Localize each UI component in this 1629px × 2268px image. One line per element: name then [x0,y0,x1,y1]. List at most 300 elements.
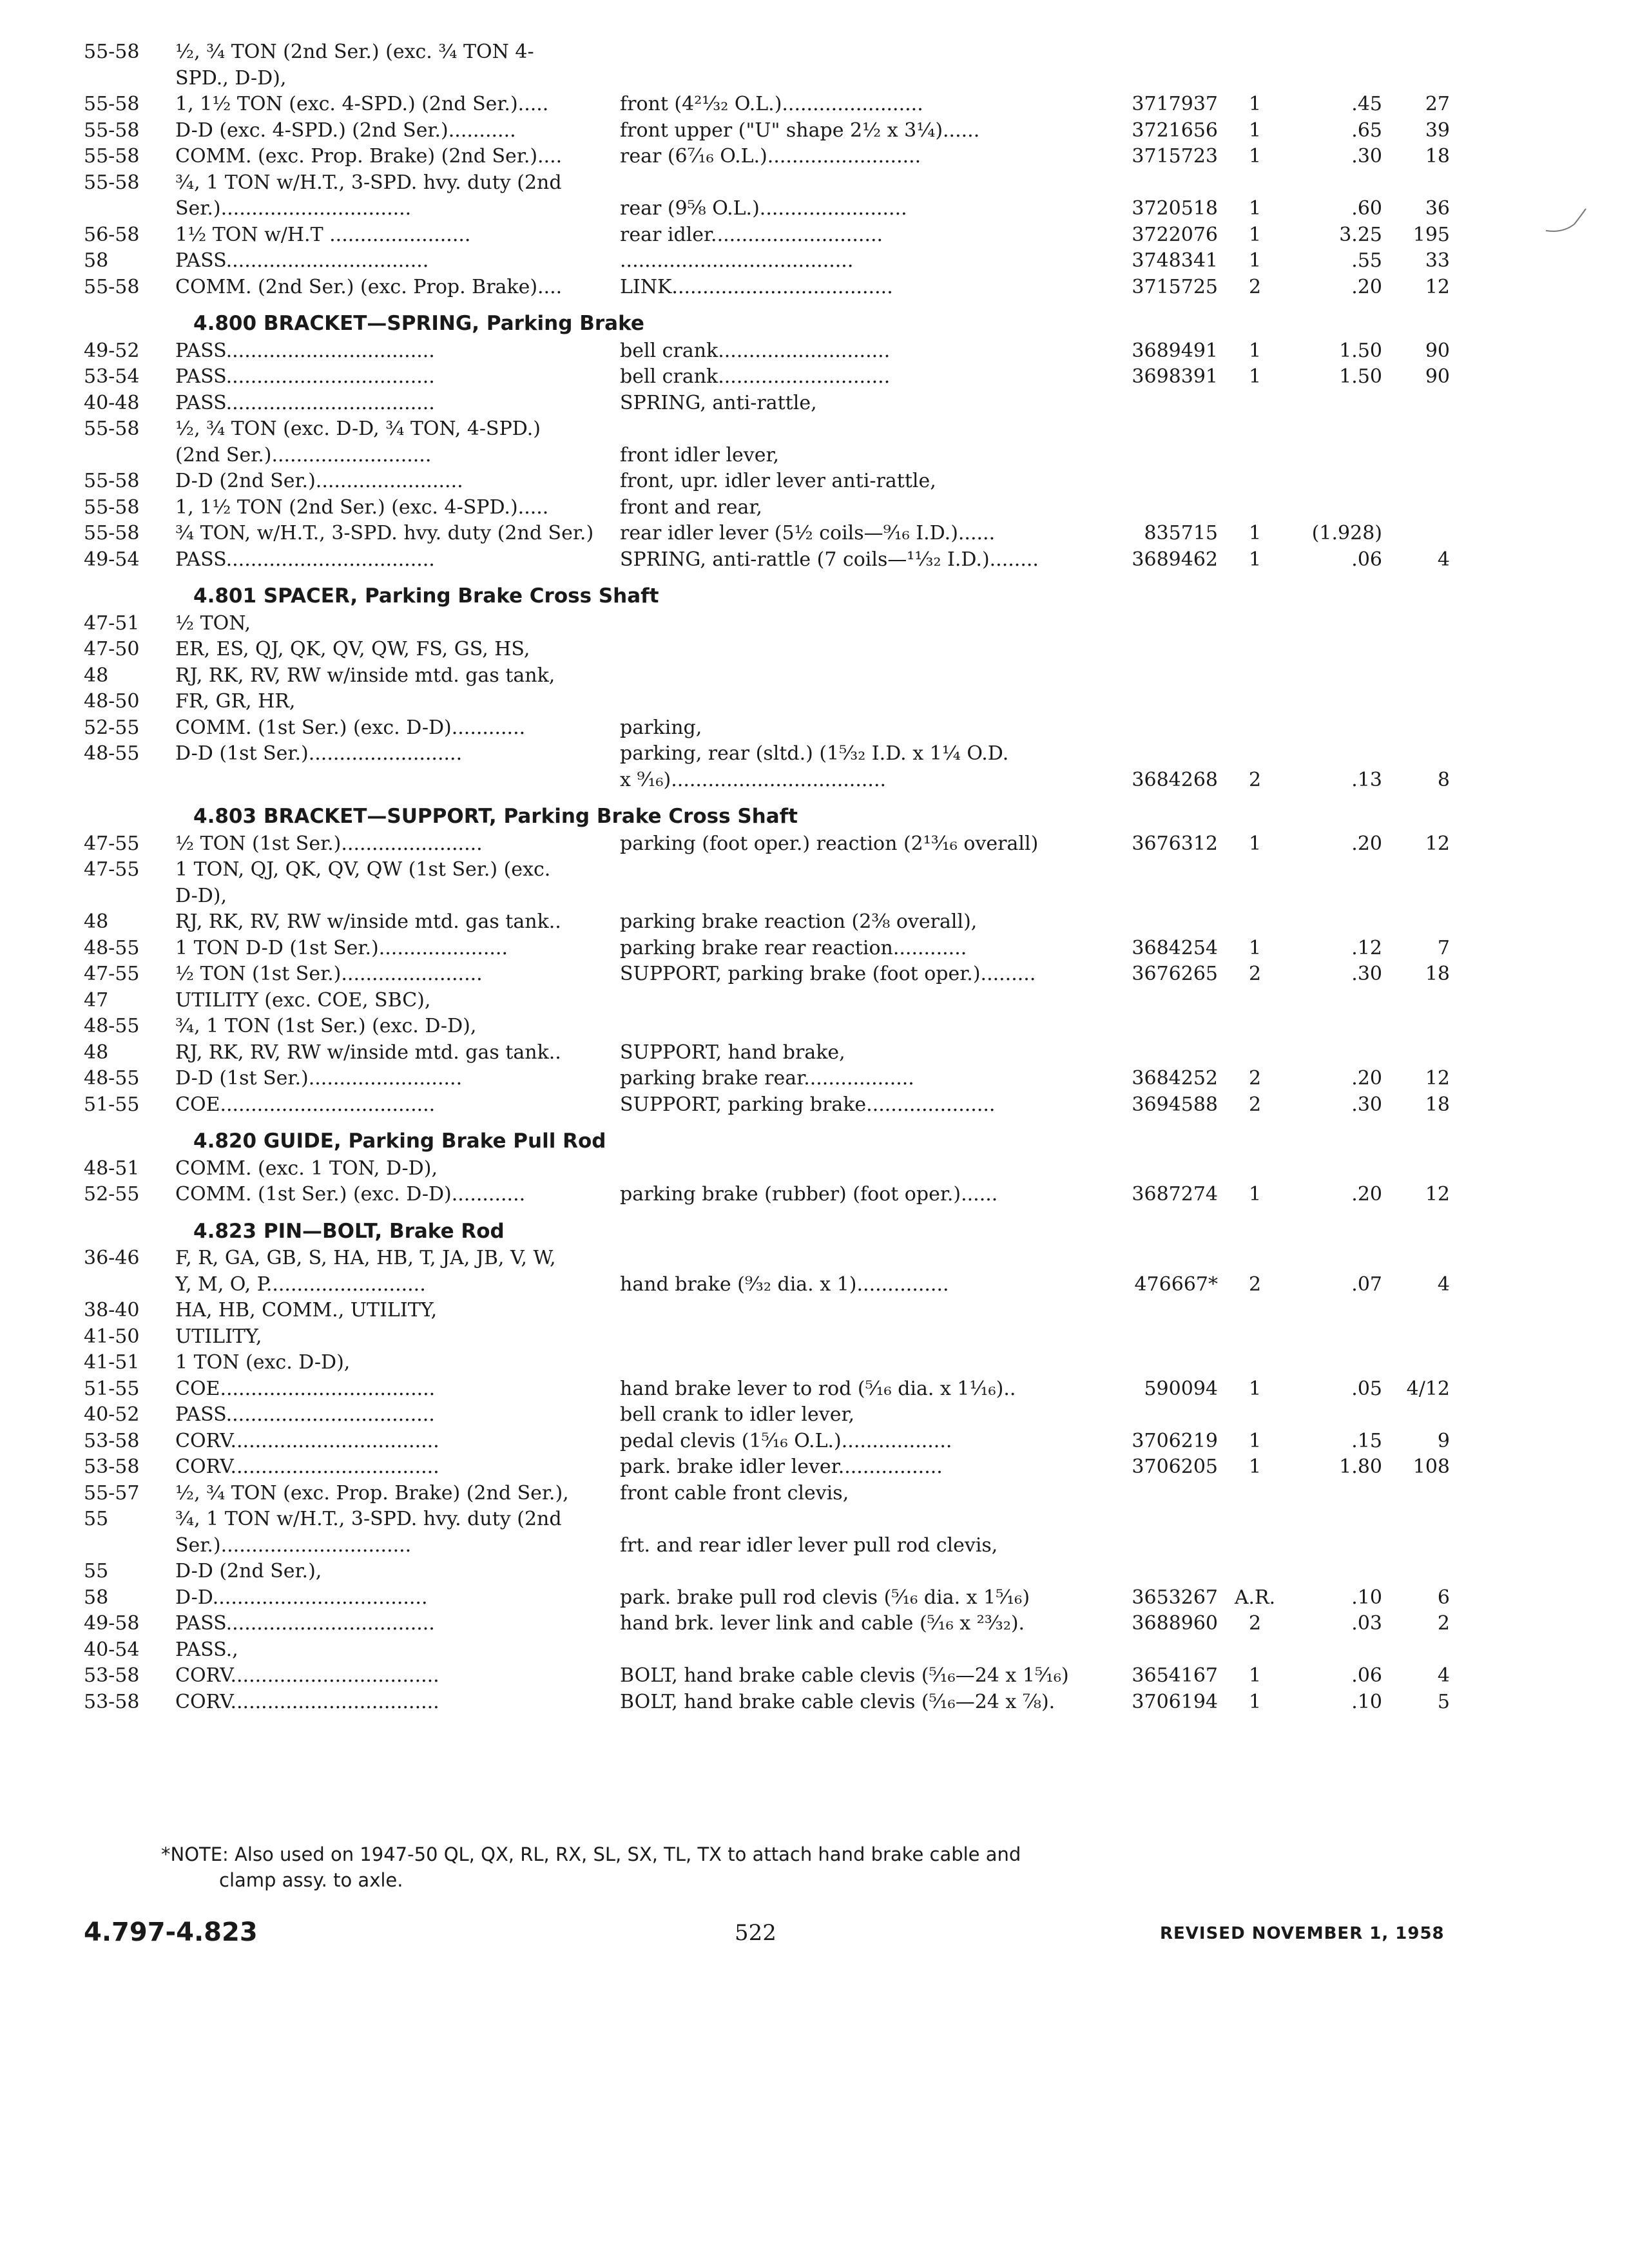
application: D-D (1st Ser.)......................... [175,742,463,765]
parts-row [0,739,1629,769]
quantity: 1 [1248,1690,1262,1713]
model-years: 55 [84,1560,109,1582]
parts-row [0,1609,1629,1639]
parts-row [0,1504,1629,1534]
application: 1½ TON w/H.T ....................... [175,223,471,246]
quantity: 1 [1248,832,1262,855]
weight: 18 [1425,1093,1450,1116]
model-years: 55-57 [84,1481,140,1504]
application: ¾, 1 TON w/H.T., 3-SPD. hvy. duty (2nd [175,171,562,194]
quantity: A.R. [1234,1586,1276,1609]
weight: 12 [1425,1067,1450,1090]
part-number: 3684268 [1132,768,1218,791]
part-description: bell crank............................ [620,365,891,388]
weight: 90 [1425,365,1450,388]
list-price: 1.80 [1339,1456,1382,1478]
model-years: 52-55 [84,716,140,739]
list-price: .06 [1351,1664,1382,1687]
quantity: 1 [1248,522,1262,544]
application: D-D (2nd Ser.)........................ [175,470,463,492]
model-years: 40-54 [84,1638,140,1661]
model-years: 41-51 [84,1351,140,1374]
model-years: 48-50 [84,690,140,713]
list-price: .30 [1351,145,1382,168]
model-years: 48-51 [84,1157,140,1180]
part-description: parking brake rear.................. [620,1067,914,1090]
part-description: front, upr. idler lever anti-rattle, [620,470,936,492]
parts-row [0,220,1629,250]
parts-row [0,829,1629,859]
part-description: front idler lever, [620,443,780,466]
quantity: 1 [1248,365,1262,388]
section-heading: 4.820 GUIDE, Parking Brake Pull Rod [193,1129,606,1153]
parts-row [0,493,1629,523]
page-number: 522 [735,1920,776,1946]
list-price: .55 [1351,249,1382,272]
quantity: 1 [1248,249,1262,272]
weight: 108 [1412,1456,1450,1478]
application: PASS., [175,1638,238,1661]
part-number: 3676312 [1132,832,1218,855]
part-description: parking brake reaction (2⅜ overall), [620,910,978,933]
application: PASS.................................. [175,1403,435,1426]
weight: 12 [1425,832,1450,855]
application: CORV.................................. [175,1456,439,1478]
parts-row [0,1322,1629,1352]
quantity: 2 [1248,275,1262,298]
model-years: 49-58 [84,1612,140,1635]
quantity: 2 [1248,1067,1262,1090]
part-number: 3653267 [1132,1586,1218,1609]
parts-row [0,168,1629,198]
parts-row [0,959,1629,989]
application: (2nd Ser.).......................... [175,443,432,466]
part-description: hand brake (⁹⁄₃₂ dia. x 1)............... [620,1273,949,1296]
application: PASS.................................. [175,548,435,571]
part-number: 3706219 [1132,1429,1218,1452]
model-years: 53-54 [84,365,140,388]
model-years: 55-58 [84,145,140,168]
weight: 2 [1437,1612,1450,1635]
parts-row [0,1452,1629,1482]
list-price: .13 [1351,768,1382,791]
model-years: 40-52 [84,1403,140,1426]
application: RJ, RK, RV, RW w/inside mtd. gas tank.. [175,910,561,933]
weight: 6 [1437,1586,1450,1609]
parts-row [0,336,1629,366]
quantity: 1 [1248,548,1262,571]
weight: 36 [1425,197,1450,220]
application: PASS.................................. [175,1612,435,1635]
list-price: (1.928) [1311,522,1382,544]
application: PASS.................................. [175,365,435,388]
application: COE................................... [175,1377,436,1400]
model-years: 53-58 [84,1664,140,1687]
quantity: 1 [1248,223,1262,246]
list-price: .12 [1351,936,1382,959]
application: CORV.................................. [175,1690,439,1713]
part-description: park. brake idler lever................. [620,1456,943,1478]
application: ¾, 1 TON w/H.T., 3-SPD. hvy. duty (2nd [175,1508,562,1530]
model-years: 48-55 [84,1067,140,1090]
model-years: 48 [84,664,109,687]
part-number: 3706194 [1132,1690,1218,1713]
parts-row [0,765,1629,795]
model-years: 55-58 [84,470,140,492]
list-price: .20 [1351,1183,1382,1206]
model-years: 49-52 [84,339,140,362]
weight: 4 [1437,1664,1450,1687]
parts-row [0,1557,1629,1586]
list-price: .07 [1351,1273,1382,1296]
model-years: 36-46 [84,1247,140,1269]
part-description: frt. and rear idler lever pull rod clevis, [620,1533,998,1557]
part-number: 3654167 [1132,1664,1218,1687]
quantity: 1 [1248,1664,1262,1687]
application: D-D), [175,884,227,907]
parts-row [0,855,1629,885]
section-heading: 4.801 SPACER, Parking Brake Cross Shaft [193,584,659,608]
model-years: 52-55 [84,1183,140,1206]
application: ½, ¾ TON (exc. Prop. Brake) (2nd Ser.), [175,1481,569,1504]
list-price: .45 [1351,93,1382,115]
part-description: park. brake pull rod clevis (⁵⁄₁₆ dia. x 1⁵⁄₁₆) [620,1586,1030,1609]
model-years: 47 [84,988,109,1012]
application: ½, ¾ TON (2nd Ser.) (exc. ¾ TON 4- [175,41,534,63]
application: SPD., D-D), [175,66,287,90]
parts-row [0,1687,1629,1717]
model-years: 40-48 [84,391,140,414]
list-price: .20 [1351,1067,1382,1090]
model-years: 55-58 [84,522,140,544]
model-years: 48-55 [84,1015,140,1037]
quantity: 2 [1248,1093,1262,1116]
part-description: rear (9⅝ O.L.)........................ [620,197,907,220]
model-years: 51-55 [84,1093,140,1116]
model-years: 55-58 [84,41,140,63]
application: ½ TON, [175,611,251,635]
weight: 18 [1425,145,1450,168]
weight: 27 [1425,93,1450,115]
list-price: .20 [1351,275,1382,298]
part-number: 3684254 [1132,936,1218,959]
application: UTILITY (exc. COE, SBC), [175,988,431,1012]
parts-row [0,1154,1629,1184]
part-description: bell crank to idler lever, [620,1403,855,1426]
list-price: 1.50 [1339,339,1382,362]
part-description: front upper ("U" shape 2½ x 3¼)...... [620,119,980,142]
model-years: 53-58 [84,1456,140,1478]
parts-row [0,362,1629,392]
part-number: 3689462 [1132,548,1218,571]
weight: 9 [1437,1429,1450,1452]
part-number: 3720518 [1132,197,1218,220]
part-description: SPRING, anti-rattle, [620,391,817,414]
part-description: ...................................... [620,249,854,272]
parts-row [0,934,1629,963]
part-number: 3715725 [1132,275,1218,298]
part-description: front (4²¹⁄₃₂ O.L.)....................... [620,93,923,115]
application: ½ TON (1st Ser.)....................... [175,963,483,985]
parts-row [0,1661,1629,1691]
model-years: 55-58 [84,119,140,142]
part-number: 3721656 [1132,119,1218,142]
application: Ser.)............................... [175,197,412,220]
model-years: 55-58 [84,495,140,519]
part-description: LINK.................................... [620,275,893,298]
parts-row [0,1090,1629,1120]
parts-row [0,1374,1629,1404]
parts-row [0,609,1629,639]
list-price: .65 [1351,119,1382,142]
quantity: 1 [1248,197,1262,220]
quantity: 1 [1248,1429,1262,1452]
application: Ser.)............................... [175,1533,412,1557]
weight: 7 [1437,936,1450,959]
parts-row [0,1531,1629,1561]
part-description: SUPPORT, parking brake (foot oper.)......... [620,963,1036,985]
parts-row [0,90,1629,119]
application: D-D (1st Ser.)......................... [175,1067,463,1090]
footnote-line-2: clamp assy. to axle. [219,1869,403,1891]
quantity: 1 [1248,339,1262,362]
parts-row [0,1400,1629,1430]
application: 1 TON D-D (1st Ser.)..................... [175,936,508,959]
model-years: 48-55 [84,936,140,959]
part-number: 3722076 [1132,223,1218,246]
part-number: 3748341 [1132,249,1218,272]
parts-row [0,1244,1629,1273]
part-description: parking brake rear reaction............ [620,936,967,959]
weight: 4/12 [1406,1377,1450,1400]
parts-row [0,1348,1629,1378]
weight: 33 [1425,249,1450,272]
model-years: 53-58 [84,1690,140,1713]
parts-row [0,414,1629,444]
application: 1, 1½ TON (2nd Ser.) (exc. 4-SPD.)..... [175,495,549,519]
section-heading: 4.800 BRACKET—SPRING, Parking Brake [193,312,644,335]
weight: 12 [1425,275,1450,298]
application: COMM. (1st Ser.) (exc. D-D)............ [175,1183,526,1206]
parts-row [0,881,1629,911]
model-years: 48-55 [84,742,140,765]
part-number: 3676265 [1132,963,1218,985]
parts-row [0,441,1629,470]
part-description: rear idler lever (5½ coils—⁹⁄₁₆ I.D.)...... [620,522,996,544]
revision-date: REVISED NOVEMBER 1, 1958 [1160,1924,1445,1943]
weight: 39 [1425,119,1450,142]
weight: 8 [1437,768,1450,791]
list-price: .10 [1351,1690,1382,1713]
part-number: 3694588 [1132,1093,1218,1116]
part-description: parking, [620,716,702,739]
parts-row [0,389,1629,418]
quantity: 2 [1248,1612,1262,1635]
part-description: front cable front clevis, [620,1481,849,1504]
quantity: 1 [1248,119,1262,142]
parts-row [0,116,1629,146]
part-description: front and rear, [620,495,762,519]
model-years: 47-55 [84,963,140,985]
model-years: 48 [84,1041,109,1064]
application: PASS................................. [175,249,429,272]
quantity: 1 [1248,145,1262,168]
application: 1 TON (exc. D-D), [175,1351,351,1374]
parts-row [0,1064,1629,1093]
application: PASS.................................. [175,391,435,414]
parts-row [0,1479,1629,1508]
parts-row [0,246,1629,276]
application: COMM. (1st Ser.) (exc. D-D)............ [175,716,526,739]
model-years: 53-58 [84,1429,140,1452]
parts-row [0,713,1629,743]
quantity: 1 [1248,1183,1262,1206]
application: ½ TON (1st Ser.)....................... [175,832,483,855]
application: D-D................................... [175,1586,428,1609]
parts-row [0,1635,1629,1665]
weight: 12 [1425,1183,1450,1206]
application: ¾, 1 TON (1st Ser.) (exc. D-D), [175,1015,477,1037]
part-description: parking brake (rubber) (foot oper.)...... [620,1183,998,1206]
parts-row [0,1038,1629,1068]
pencil-mark-icon [1543,205,1588,237]
part-description: pedal clevis (1⁵⁄₁₆ O.L.).................. [620,1429,952,1452]
parts-row [0,1583,1629,1613]
weight: 90 [1425,339,1450,362]
application: COMM. (exc. 1 TON, D-D), [175,1157,438,1180]
part-description: parking, rear (sltd.) (1⁵⁄₃₂ I.D. x 1¼ O.D. [620,742,1009,765]
application: 1, 1½ TON (exc. 4-SPD.) (2nd Ser.)..... [175,93,549,115]
list-price: .03 [1351,1612,1382,1635]
part-number: 3688960 [1132,1612,1218,1635]
parts-row [0,1270,1629,1300]
list-price: .30 [1351,1093,1382,1116]
part-description: x ⁹⁄₁₆)................................... [620,768,887,791]
part-description: BOLT, hand brake cable clevis (⁵⁄₁₆—24 x 1⁵⁄₁₆) [620,1664,1069,1687]
section-heading: 4.803 BRACKET—SUPPORT, Parking Brake Cross Shaft [193,805,798,828]
part-number: 590094 [1144,1377,1218,1400]
quantity: 1 [1248,936,1262,959]
weight: 5 [1437,1690,1450,1713]
model-years: 55-58 [84,418,140,440]
model-years: 47-55 [84,858,140,881]
part-number: 3717937 [1132,93,1218,115]
model-years: 55 [84,1508,109,1530]
part-number: 3687274 [1132,1183,1218,1206]
parts-row [0,1296,1629,1325]
model-years: 58 [84,249,109,272]
application: ½, ¾ TON (exc. D-D, ¾ TON, 4-SPD.) [175,418,541,440]
application: ER, ES, QJ, QK, QV, QW, FS, GS, HS, [175,638,530,660]
list-price: .15 [1351,1429,1382,1452]
quantity: 2 [1248,768,1262,791]
application: CORV.................................. [175,1664,439,1687]
list-price: .20 [1351,832,1382,855]
part-number: 3698391 [1132,365,1218,388]
parts-row [0,194,1629,224]
model-years: 49-54 [84,548,140,571]
quantity: 1 [1248,1377,1262,1400]
quantity: 2 [1248,963,1262,985]
part-description: bell crank............................ [620,339,891,362]
list-price: 3.25 [1339,223,1382,246]
part-description: SUPPORT, hand brake, [620,1041,845,1064]
part-description: hand brake lever to rod (⁵⁄₁₆ dia. x 1¹⁄₁₆).. [620,1377,1016,1400]
parts-row [0,142,1629,171]
part-description: rear idler............................ [620,223,883,246]
model-years: 58 [84,1586,109,1609]
part-number: 3706205 [1132,1456,1218,1478]
parts-row [0,545,1629,575]
footnote-line-1: *NOTE: Also used on 1947-50 QL, QX, RL, RX, SL, SX, TL, TX to attach hand brake cable and [161,1843,1021,1865]
application: HA, HB, COMM., UTILITY, [175,1299,438,1321]
list-price: .60 [1351,197,1382,220]
parts-row [0,1012,1629,1041]
application: CORV.................................. [175,1429,439,1452]
parts-row [0,907,1629,937]
model-years: 55-58 [84,171,140,194]
part-number: 3684252 [1132,1067,1218,1090]
part-description: SUPPORT, parking brake..................... [620,1093,996,1116]
parts-row [0,635,1629,664]
application: ¾ TON, w/H.T., 3-SPD. hvy. duty (2nd Ser.) [175,522,594,544]
application: F, R, GA, GB, S, HA, HB, T, JA, JB, V, W, [175,1247,556,1269]
application: FR, GR, HR, [175,690,296,713]
application: RJ, RK, RV, RW w/inside mtd. gas tank, [175,664,555,687]
parts-row [0,466,1629,496]
model-years: 41-50 [84,1325,140,1348]
application: D-D (2nd Ser.), [175,1560,322,1582]
weight: 18 [1425,963,1450,985]
parts-row [0,273,1629,302]
list-price: .06 [1351,548,1382,571]
model-years: 47-50 [84,638,140,660]
part-number: 835715 [1144,522,1218,544]
section-range: 4.797-4.823 [84,1917,258,1947]
part-number: 3715723 [1132,145,1218,168]
quantity: 1 [1248,1456,1262,1478]
application: Y, M, O, P.......................... [175,1273,426,1296]
model-years: 48 [84,910,109,933]
list-price: .30 [1351,963,1382,985]
application: COMM. (2nd Ser.) (exc. Prop. Brake).... [175,275,563,298]
parts-row [0,1180,1629,1209]
application: PASS.................................. [175,339,435,362]
part-description: hand brk. lever link and cable (⁵⁄₁₆ x ²³⁄₃₂). [620,1612,1025,1635]
model-years: 55-58 [84,93,140,115]
model-years: 55-58 [84,275,140,298]
weight: 195 [1412,223,1450,246]
model-years: 47-55 [84,832,140,855]
parts-row [0,661,1629,691]
model-years: 56-58 [84,223,140,246]
part-description: SPRING, anti-rattle (7 coils—¹¹⁄₃₂ I.D.)........ [620,548,1039,571]
part-description: parking (foot oper.) reaction (2¹³⁄₁₆ overall) [620,832,1039,855]
part-number: 3689491 [1132,339,1218,362]
model-years: 47-51 [84,611,140,635]
parts-row [0,37,1629,67]
quantity: 2 [1248,1273,1262,1296]
parts-row [0,687,1629,716]
model-years: 51-55 [84,1377,140,1400]
parts-row [0,986,1629,1015]
application: D-D (exc. 4-SPD.) (2nd Ser.)........... [175,119,516,142]
quantity: 1 [1248,93,1262,115]
section-heading: 4.823 PIN—BOLT, Brake Rod [193,1219,505,1243]
list-price: .05 [1351,1377,1382,1400]
application: UTILITY, [175,1325,262,1348]
weight: 4 [1437,548,1450,571]
